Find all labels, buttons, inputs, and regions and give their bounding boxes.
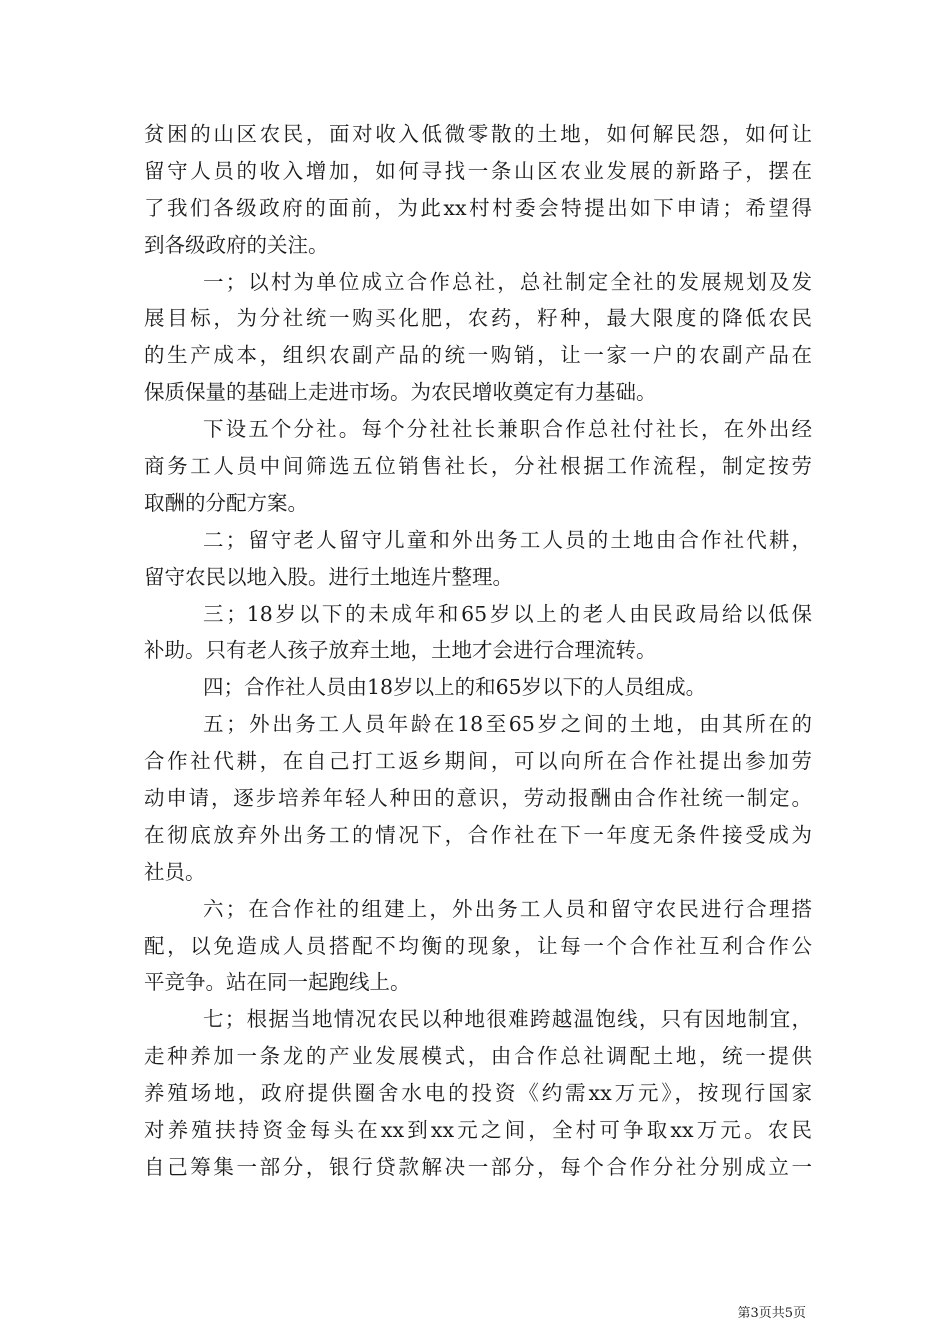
text-line: 保质保量的基础上走进市场。为农民增收奠定有力基础。 [144,380,657,405]
text-line: 合作社代耕，在自己打工返乡期间，可以向所在合作社提出参加劳 [144,749,812,774]
text-line: 走种养加一条龙的产业发展模式，由合作总社调配土地，统一提供 [144,1044,812,1069]
text-line: 五；外出务工人员年龄在18至65岁之间的土地，由其所在的 [203,712,812,737]
text-line: 补助。只有老人孩子放弃土地，土地才会进行合理流转。 [144,638,657,663]
text-line: 七；根据当地情况农民以种地很难跨越温饱线，只有因地制宜， [203,1007,812,1032]
text-line: 在彻底放弃外出务工的情况下，合作社在下一年度无条件接受成为 [144,822,812,847]
text-line: 贫困的山区农民，面对收入低微零散的土地，如何解民怨，如何让 [144,122,812,146]
text-line: 六；在合作社的组建上，外出务工人员和留守农民进行合理搭 [203,896,812,921]
text-line: 留守人员的收入增加，如何寻找一条山区农业发展的新路子，摆在 [144,158,812,183]
text-line: 取酬的分配方案。 [144,490,308,515]
page-number: 第3页共5页 [737,1306,806,1321]
text-line: 平竞争。站在同一起跑线上。 [144,970,411,995]
text-line: 二；留守老人留守儿童和外出务工人员的土地由合作社代耕， [203,527,812,552]
text-line: 四；合作社人员由18岁以上的和65岁以下的人员组成。 [203,675,707,700]
text-line: 一；以村为单位成立合作总社，总社制定全社的发展规划及发 [203,269,812,294]
text-line: 三；18岁以下的未成年和65岁以上的老人由民政局给以低保 [203,601,812,626]
text-line: 下设五个分社。每个分社社长兼职合作总社付社长，在外出经 [203,417,812,442]
text-line: 留守农民以地入股。进行土地连片整理。 [144,564,513,589]
text-line: 社员。 [144,859,206,884]
text-line: 商务工人员中间筛选五位销售社长，分社根据工作流程，制定按劳 [144,454,812,479]
text-line: 养殖场地，政府提供圈舍水电的投资《约需xx万元》，按现行国家 [144,1081,812,1106]
text-line: 到各级政府的关注。 [144,232,329,257]
text-line: 对养殖扶持资金每头在xx到xx元之间，全村可争取xx万元。农民 [144,1118,812,1143]
document-body [144,116,812,1186]
text-line: 的生产成本，组织农副产品的统一购销，让一家一户的农副产品在 [144,343,812,368]
text-line: 展目标，为分社统一购买化肥，农药，籽种，最大限度的降低农民 [144,306,812,331]
text-line: 配，以免造成人员搭配不均衡的现象，让每一个合作社互利合作公 [144,933,812,958]
text-line: 自己筹集一部分，银行贷款解决一部分，每个合作分社分别成立一 [144,1154,812,1179]
text-line: 了我们各级政府的面前，为此xx村村委会特提出如下申请；希望得 [144,195,812,220]
text-line: 动申请，逐步培养年轻人种田的意识，劳动报酬由合作社统一制定。 [144,786,812,811]
